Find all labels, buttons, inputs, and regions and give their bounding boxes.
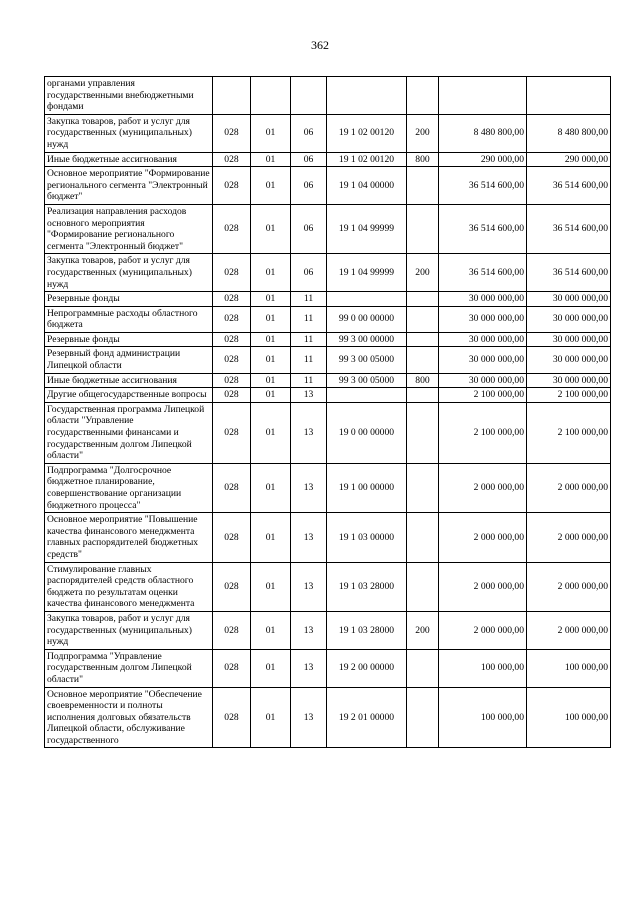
cell-ved: 028 <box>213 347 251 373</box>
table-row <box>45 611 611 649</box>
cell-sum-2: 36 514 600,00 <box>527 254 611 292</box>
cell-sum-1: 2 000 000,00 <box>439 611 527 649</box>
table-row <box>45 306 611 332</box>
cell-csr: 19 1 02 00120 <box>327 114 407 152</box>
cell-name: Реализация направления расходов основного мероприятия "Формирование регионального сегмента "Электронный бюджет" <box>45 204 213 253</box>
cell-sum-1: 2 000 000,00 <box>439 463 527 512</box>
cell-rz <box>251 77 291 115</box>
cell-ved: 028 <box>213 254 251 292</box>
cell-name: органами управления государственными внебюджетными фондами <box>45 77 213 115</box>
cell-csr: 19 2 00 00000 <box>327 649 407 687</box>
cell-vr <box>407 77 439 115</box>
budget-table <box>44 76 611 748</box>
cell-csr <box>327 77 407 115</box>
cell-sum-2: 30 000 000,00 <box>527 347 611 373</box>
cell-csr <box>327 388 407 403</box>
cell-sum-2: 2 000 000,00 <box>527 513 611 562</box>
cell-sum-1: 30 000 000,00 <box>439 306 527 332</box>
cell-pr: 06 <box>291 204 327 253</box>
cell-sum-2: 2 100 000,00 <box>527 388 611 403</box>
cell-vr: 200 <box>407 114 439 152</box>
cell-csr: 19 1 00 00000 <box>327 463 407 512</box>
cell-pr: 13 <box>291 513 327 562</box>
cell-ved: 028 <box>213 562 251 611</box>
cell-name: Иные бюджетные ассигнования <box>45 373 213 388</box>
cell-csr: 19 1 04 99999 <box>327 204 407 253</box>
cell-sum-1: 2 100 000,00 <box>439 402 527 463</box>
cell-sum-1: 2 000 000,00 <box>439 562 527 611</box>
cell-vr <box>407 388 439 403</box>
cell-csr: 19 1 03 28000 <box>327 611 407 649</box>
cell-rz: 01 <box>251 114 291 152</box>
table-row <box>45 562 611 611</box>
cell-vr <box>407 292 439 307</box>
cell-rz: 01 <box>251 347 291 373</box>
table-row <box>45 292 611 307</box>
table-row <box>45 649 611 687</box>
cell-sum-2: 30 000 000,00 <box>527 292 611 307</box>
table-row <box>45 167 611 205</box>
cell-name: Стимулирование главных распорядителей средств областного бюджета по результатам оценки качества финансового менеджмента <box>45 562 213 611</box>
cell-ved: 028 <box>213 292 251 307</box>
cell-vr: 200 <box>407 254 439 292</box>
cell-vr <box>407 332 439 347</box>
cell-vr <box>407 167 439 205</box>
cell-pr: 11 <box>291 332 327 347</box>
cell-rz: 01 <box>251 513 291 562</box>
cell-ved <box>213 77 251 115</box>
cell-sum-1: 30 000 000,00 <box>439 332 527 347</box>
cell-sum-1: 100 000,00 <box>439 687 527 748</box>
cell-ved: 028 <box>213 649 251 687</box>
table-row <box>45 388 611 403</box>
cell-sum-2: 2 100 000,00 <box>527 402 611 463</box>
cell-rz: 01 <box>251 332 291 347</box>
cell-sum-1: 8 480 800,00 <box>439 114 527 152</box>
cell-csr: 19 1 04 99999 <box>327 254 407 292</box>
table-row <box>45 204 611 253</box>
cell-sum-2: 30 000 000,00 <box>527 332 611 347</box>
cell-csr: 19 1 03 00000 <box>327 513 407 562</box>
cell-rz: 01 <box>251 611 291 649</box>
cell-name: Иные бюджетные ассигнования <box>45 152 213 167</box>
cell-sum-1: 2 000 000,00 <box>439 513 527 562</box>
cell-ved: 028 <box>213 611 251 649</box>
cell-sum-2: 100 000,00 <box>527 649 611 687</box>
cell-sum-1: 100 000,00 <box>439 649 527 687</box>
cell-rz: 01 <box>251 649 291 687</box>
cell-rz: 01 <box>251 402 291 463</box>
cell-pr: 13 <box>291 687 327 748</box>
cell-rz: 01 <box>251 562 291 611</box>
cell-sum-2: 290 000,00 <box>527 152 611 167</box>
cell-pr: 11 <box>291 306 327 332</box>
cell-vr: 800 <box>407 152 439 167</box>
cell-rz: 01 <box>251 306 291 332</box>
cell-csr: 19 0 00 00000 <box>327 402 407 463</box>
cell-vr <box>407 649 439 687</box>
cell-name: Резервный фонд администрации Липецкой области <box>45 347 213 373</box>
cell-rz: 01 <box>251 687 291 748</box>
cell-name: Закупка товаров, работ и услуг для государственных (муниципальных) нужд <box>45 611 213 649</box>
cell-csr: 99 0 00 00000 <box>327 306 407 332</box>
cell-pr: 06 <box>291 254 327 292</box>
cell-ved: 028 <box>213 402 251 463</box>
cell-pr: 11 <box>291 347 327 373</box>
cell-sum-1: 30 000 000,00 <box>439 373 527 388</box>
cell-name: Резервные фонды <box>45 332 213 347</box>
cell-ved: 028 <box>213 463 251 512</box>
cell-name: Закупка товаров, работ и услуг для государственных (муниципальных) нужд <box>45 114 213 152</box>
table-row <box>45 513 611 562</box>
table-row <box>45 373 611 388</box>
cell-sum-2: 30 000 000,00 <box>527 306 611 332</box>
cell-rz: 01 <box>251 388 291 403</box>
cell-sum-1: 36 514 600,00 <box>439 254 527 292</box>
cell-sum-1: 36 514 600,00 <box>439 204 527 253</box>
cell-sum-2: 100 000,00 <box>527 687 611 748</box>
cell-vr <box>407 687 439 748</box>
cell-name: Основное мероприятие "Повышение качества финансового менеджмента главных распорядителей бюджетных средств" <box>45 513 213 562</box>
table-row <box>45 463 611 512</box>
cell-sum-2: 8 480 800,00 <box>527 114 611 152</box>
table-row <box>45 332 611 347</box>
table-row <box>45 347 611 373</box>
cell-pr <box>291 77 327 115</box>
cell-name: Непрограммные расходы областного бюджета <box>45 306 213 332</box>
table-row <box>45 254 611 292</box>
cell-rz: 01 <box>251 167 291 205</box>
cell-vr <box>407 204 439 253</box>
cell-ved: 028 <box>213 388 251 403</box>
cell-sum-2: 36 514 600,00 <box>527 204 611 253</box>
cell-pr: 13 <box>291 562 327 611</box>
cell-vr <box>407 463 439 512</box>
cell-sum-2: 30 000 000,00 <box>527 373 611 388</box>
cell-name: Государственная программа Липецкой области "Управление государственными финансами и государственным долгом Липецкой области" <box>45 402 213 463</box>
cell-sum-1: 290 000,00 <box>439 152 527 167</box>
cell-sum-2: 2 000 000,00 <box>527 463 611 512</box>
cell-vr: 200 <box>407 611 439 649</box>
cell-vr <box>407 402 439 463</box>
cell-pr: 13 <box>291 649 327 687</box>
cell-csr <box>327 292 407 307</box>
cell-ved: 028 <box>213 373 251 388</box>
cell-rz: 01 <box>251 292 291 307</box>
cell-csr: 99 3 00 00000 <box>327 332 407 347</box>
cell-pr: 11 <box>291 373 327 388</box>
cell-pr: 13 <box>291 611 327 649</box>
cell-sum-2: 36 514 600,00 <box>527 167 611 205</box>
cell-ved: 028 <box>213 152 251 167</box>
cell-vr <box>407 347 439 373</box>
cell-vr: 800 <box>407 373 439 388</box>
page-number: 362 <box>311 38 329 52</box>
table-row <box>45 402 611 463</box>
cell-rz: 01 <box>251 373 291 388</box>
cell-pr: 06 <box>291 152 327 167</box>
cell-name: Подпрограмма "Долгосрочное бюджетное планирование, совершенствование организации бюджетного процесса" <box>45 463 213 512</box>
cell-vr <box>407 306 439 332</box>
cell-ved: 028 <box>213 513 251 562</box>
cell-csr: 19 1 02 00120 <box>327 152 407 167</box>
cell-csr: 19 1 04 00000 <box>327 167 407 205</box>
cell-csr: 19 2 01 00000 <box>327 687 407 748</box>
cell-csr: 19 1 03 28000 <box>327 562 407 611</box>
table-row <box>45 152 611 167</box>
cell-rz: 01 <box>251 204 291 253</box>
cell-ved: 028 <box>213 204 251 253</box>
cell-sum-2: 2 000 000,00 <box>527 562 611 611</box>
cell-rz: 01 <box>251 152 291 167</box>
cell-sum-1: 30 000 000,00 <box>439 292 527 307</box>
cell-pr: 13 <box>291 463 327 512</box>
cell-vr <box>407 562 439 611</box>
cell-sum-1 <box>439 77 527 115</box>
cell-name: Основное мероприятие "Обеспечение своевременности и полноты исполнения долговых обязательств Липецкой области, обслуживание государственного <box>45 687 213 748</box>
cell-sum-1: 2 100 000,00 <box>439 388 527 403</box>
cell-name: Резервные фонды <box>45 292 213 307</box>
cell-rz: 01 <box>251 254 291 292</box>
cell-pr: 11 <box>291 292 327 307</box>
cell-sum-2: 2 000 000,00 <box>527 611 611 649</box>
cell-name: Другие общегосударственные вопросы <box>45 388 213 403</box>
cell-name: Подпрограмма "Управление государственным долгом Липецкой области" <box>45 649 213 687</box>
cell-pr: 06 <box>291 167 327 205</box>
cell-ved: 028 <box>213 306 251 332</box>
cell-sum-1: 36 514 600,00 <box>439 167 527 205</box>
cell-rz: 01 <box>251 463 291 512</box>
cell-sum-2 <box>527 77 611 115</box>
cell-vr <box>407 513 439 562</box>
table-body <box>45 77 611 748</box>
cell-csr: 99 3 00 05000 <box>327 347 407 373</box>
cell-name: Закупка товаров, работ и услуг для государственных (муниципальных) нужд <box>45 254 213 292</box>
cell-ved: 028 <box>213 167 251 205</box>
table-row <box>45 687 611 748</box>
table-row <box>45 77 611 115</box>
cell-ved: 028 <box>213 332 251 347</box>
cell-sum-1: 30 000 000,00 <box>439 347 527 373</box>
cell-pr: 13 <box>291 388 327 403</box>
cell-csr: 99 3 00 05000 <box>327 373 407 388</box>
cell-name: Основное мероприятие "Формирование регионального сегмента "Электронный бюджет" <box>45 167 213 205</box>
cell-ved: 028 <box>213 114 251 152</box>
cell-pr: 06 <box>291 114 327 152</box>
cell-ved: 028 <box>213 687 251 748</box>
cell-pr: 13 <box>291 402 327 463</box>
table-row <box>45 114 611 152</box>
